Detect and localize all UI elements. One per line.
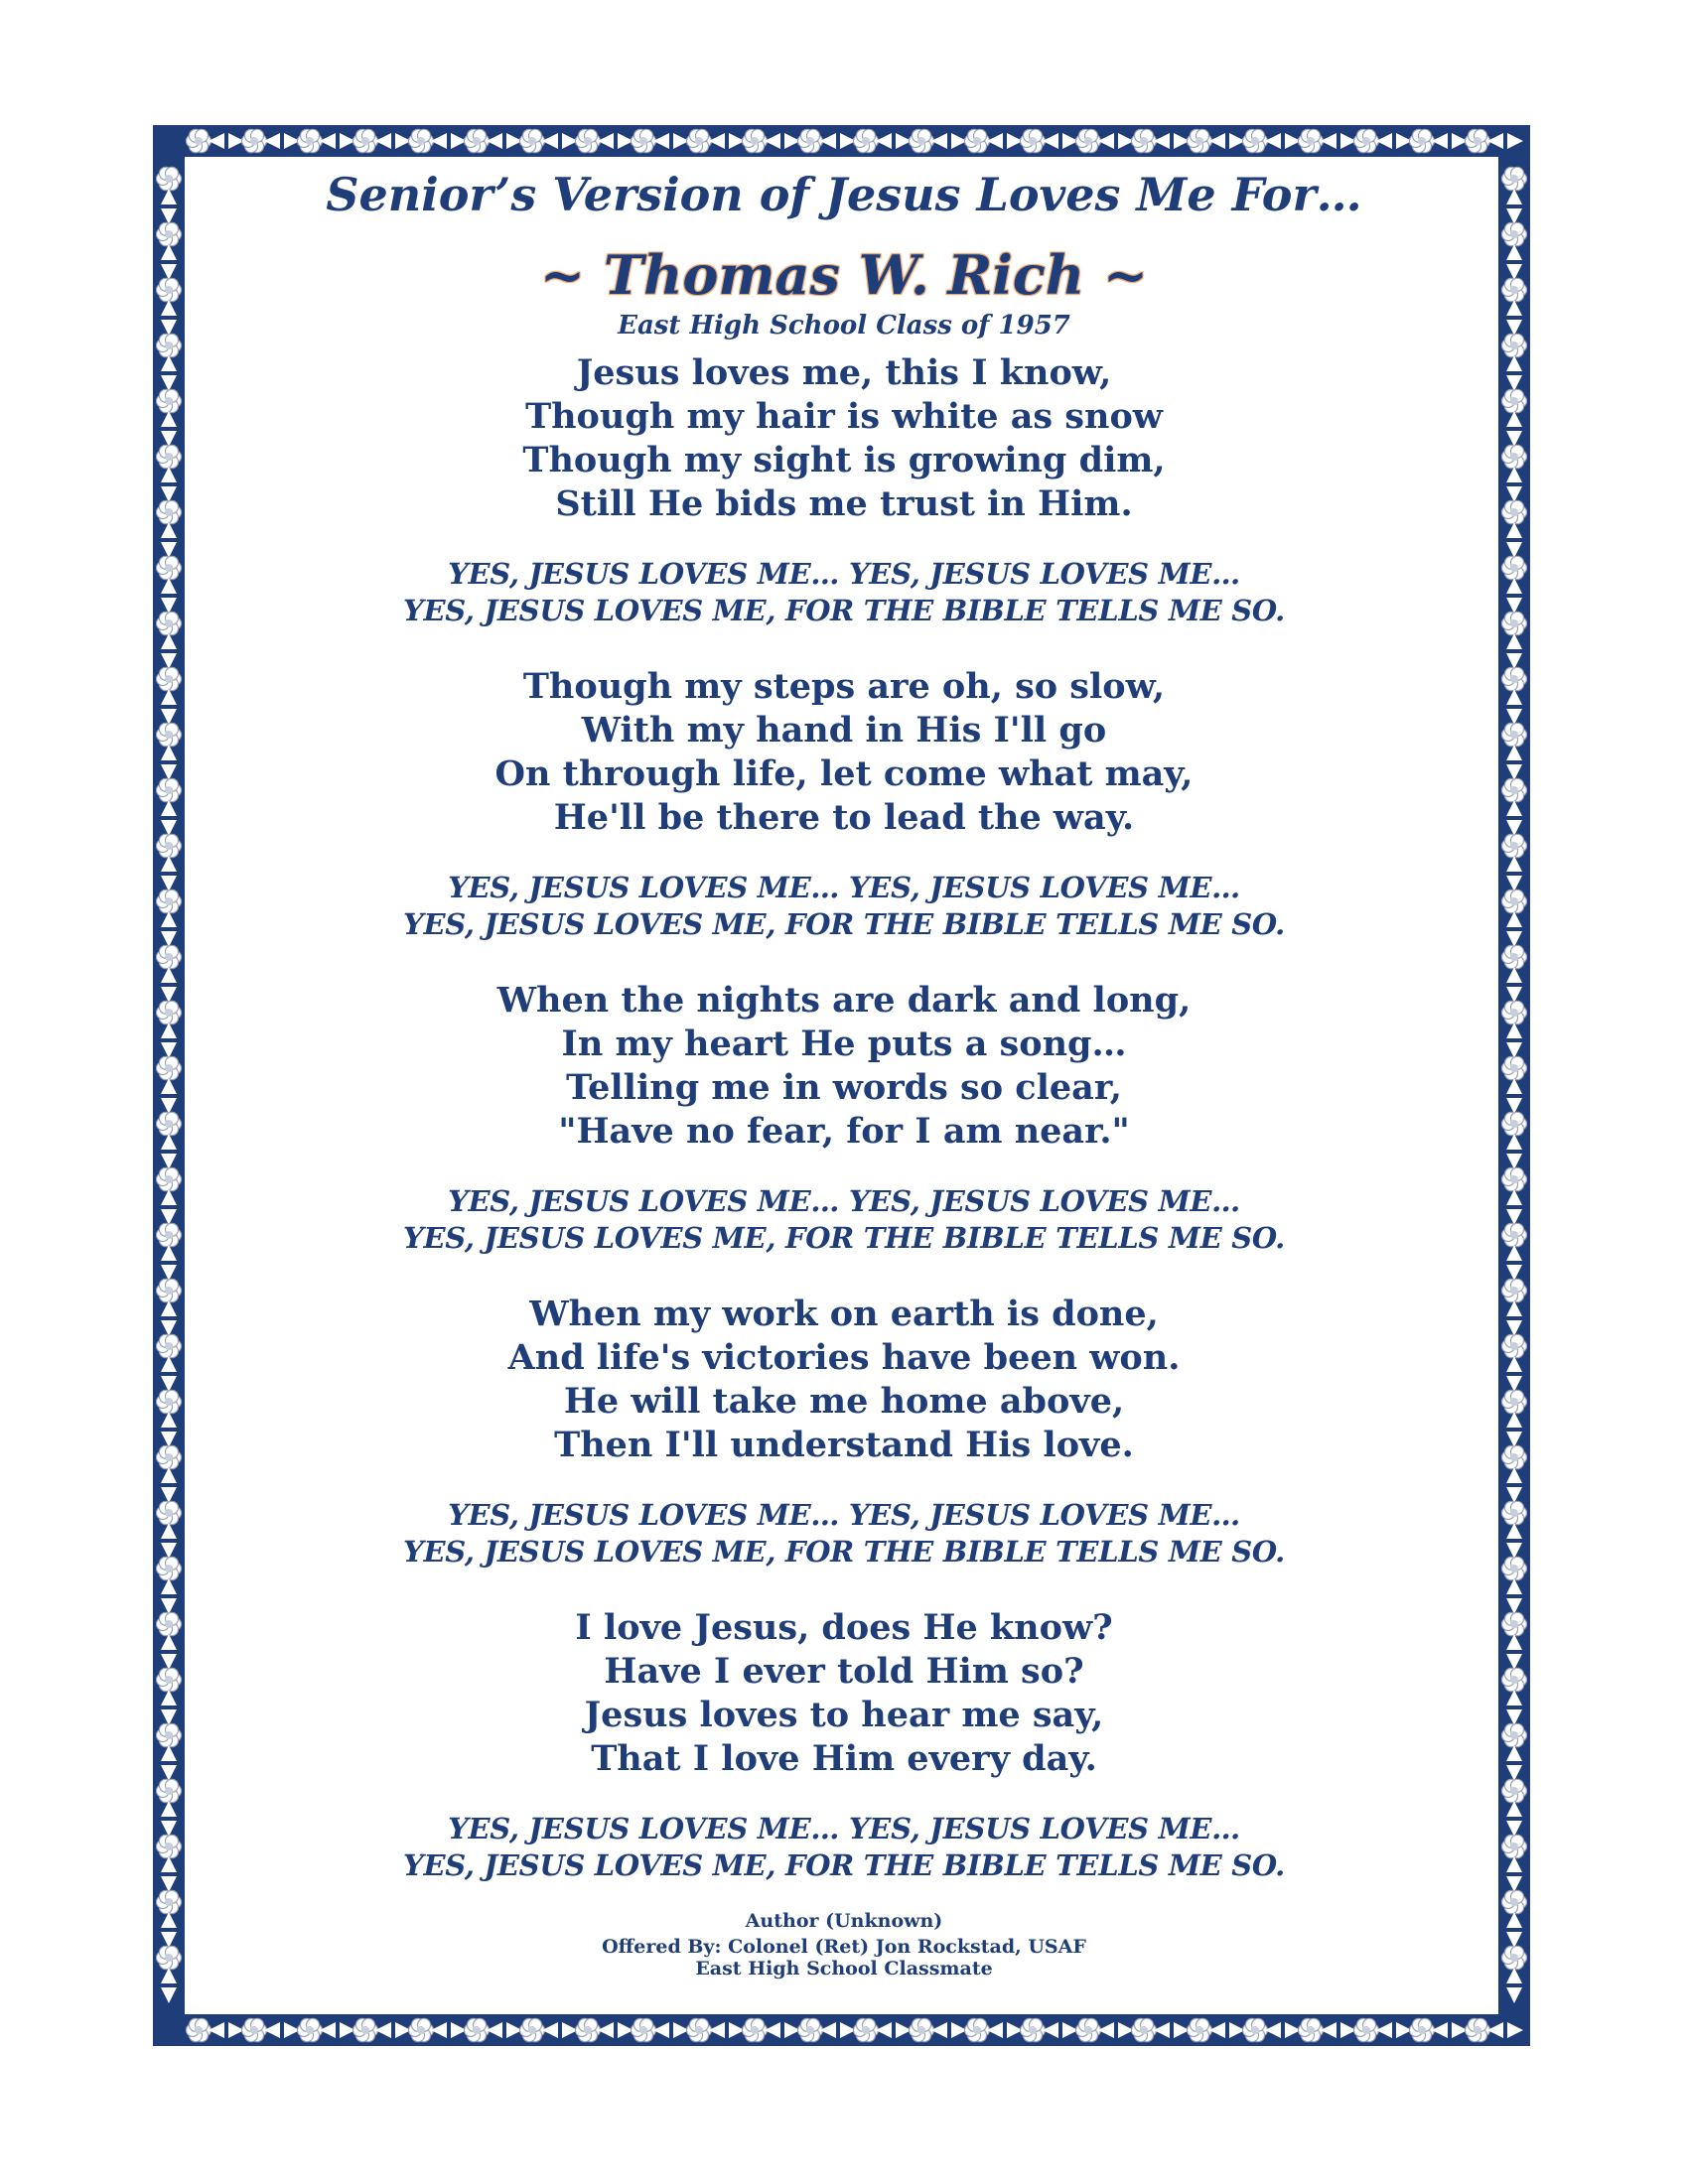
verse-line: When the nights are dark and long, xyxy=(496,980,1192,1021)
chorus-line: YES, JESUS LOVES ME, FOR THE BIBLE TELLS ME SO. xyxy=(403,1221,1285,1255)
credits xyxy=(218,1906,1470,1979)
verse-line: I love Jesus, does He know? xyxy=(575,1607,1113,1648)
verse-line: Have I ever told Him so? xyxy=(604,1651,1084,1692)
offered-by-credit: Offered By: Colonel (Ret) Jon Rockstad, USAF xyxy=(602,1936,1086,1958)
chorus-5 xyxy=(218,1811,1470,1884)
class-of-line: East High School Class of 1957 xyxy=(618,311,1070,341)
chorus-1 xyxy=(218,556,1470,629)
verse-3 xyxy=(218,979,1470,1154)
verse-line: Then I'll understand His love. xyxy=(554,1425,1134,1465)
chorus-3 xyxy=(218,1183,1470,1257)
classmate-credit: East High School Classmate xyxy=(695,1958,993,1979)
verse-line: On through life, let come what may, xyxy=(494,753,1194,794)
verse-line: When my work on earth is done, xyxy=(529,1294,1159,1334)
chorus-line: YES, JESUS LOVES ME, FOR THE BIBLE TELLS ME SO. xyxy=(403,594,1285,627)
chorus-line: YES, JESUS LOVES ME… YES, JESUS LOVES ME… xyxy=(448,871,1240,904)
chorus-line: YES, JESUS LOVES ME, FOR THE BIBLE TELLS ME SO. xyxy=(403,1535,1285,1569)
verse-line: Still He bids me trust in Him. xyxy=(555,483,1133,524)
verse-line: Jesus loves me, this I know, xyxy=(576,352,1112,393)
verse-1 xyxy=(218,351,1470,526)
verse-5 xyxy=(218,1606,1470,1781)
verse-line: Though my steps are oh, so slow, xyxy=(522,666,1166,707)
verse-line: Though my hair is white as snow xyxy=(525,396,1163,437)
chorus-4 xyxy=(218,1497,1470,1570)
verse-line: And life's victories have been won. xyxy=(507,1337,1181,1378)
chorus-line: YES, JESUS LOVES ME… YES, JESUS LOVES ME… xyxy=(448,1498,1240,1532)
chorus-line: YES, JESUS LOVES ME… YES, JESUS LOVES ME… xyxy=(448,1184,1240,1218)
verse-line: He'll be there to lead the way. xyxy=(553,797,1135,838)
chorus-2 xyxy=(218,870,1470,943)
chorus-line: YES, JESUS LOVES ME… YES, JESUS LOVES ME… xyxy=(448,1812,1240,1845)
verse-line: Telling me in words so clear, xyxy=(566,1067,1122,1108)
page-title: Senior’s Version of Jesus Loves Me For… xyxy=(326,168,1362,221)
poem-page xyxy=(218,159,1470,1979)
chorus-line: YES, JESUS LOVES ME, FOR THE BIBLE TELLS ME SO. xyxy=(403,1848,1285,1882)
author-credit: Author (Unknown) xyxy=(745,1910,943,1932)
chorus-line: YES, JESUS LOVES ME, FOR THE BIBLE TELLS ME SO. xyxy=(403,907,1285,941)
chorus-line: YES, JESUS LOVES ME… YES, JESUS LOVES ME… xyxy=(448,557,1240,591)
honoree-name: ~ Thomas W. Rich ~ xyxy=(539,243,1149,307)
verse-line: "Have no fear, for I am near." xyxy=(558,1111,1130,1152)
verse-line: Though my sight is growing dim, xyxy=(522,440,1166,480)
verse-line: In my heart He puts a song… xyxy=(561,1024,1127,1064)
verse-line: Jesus loves to hear me say, xyxy=(584,1695,1104,1735)
verse-line: That I love Him every day. xyxy=(591,1738,1097,1779)
verse-2 xyxy=(218,665,1470,840)
verse-line: He will take me home above, xyxy=(563,1381,1125,1422)
verse-line: With my hand in His I'll go xyxy=(581,710,1107,751)
verse-4 xyxy=(218,1293,1470,1467)
